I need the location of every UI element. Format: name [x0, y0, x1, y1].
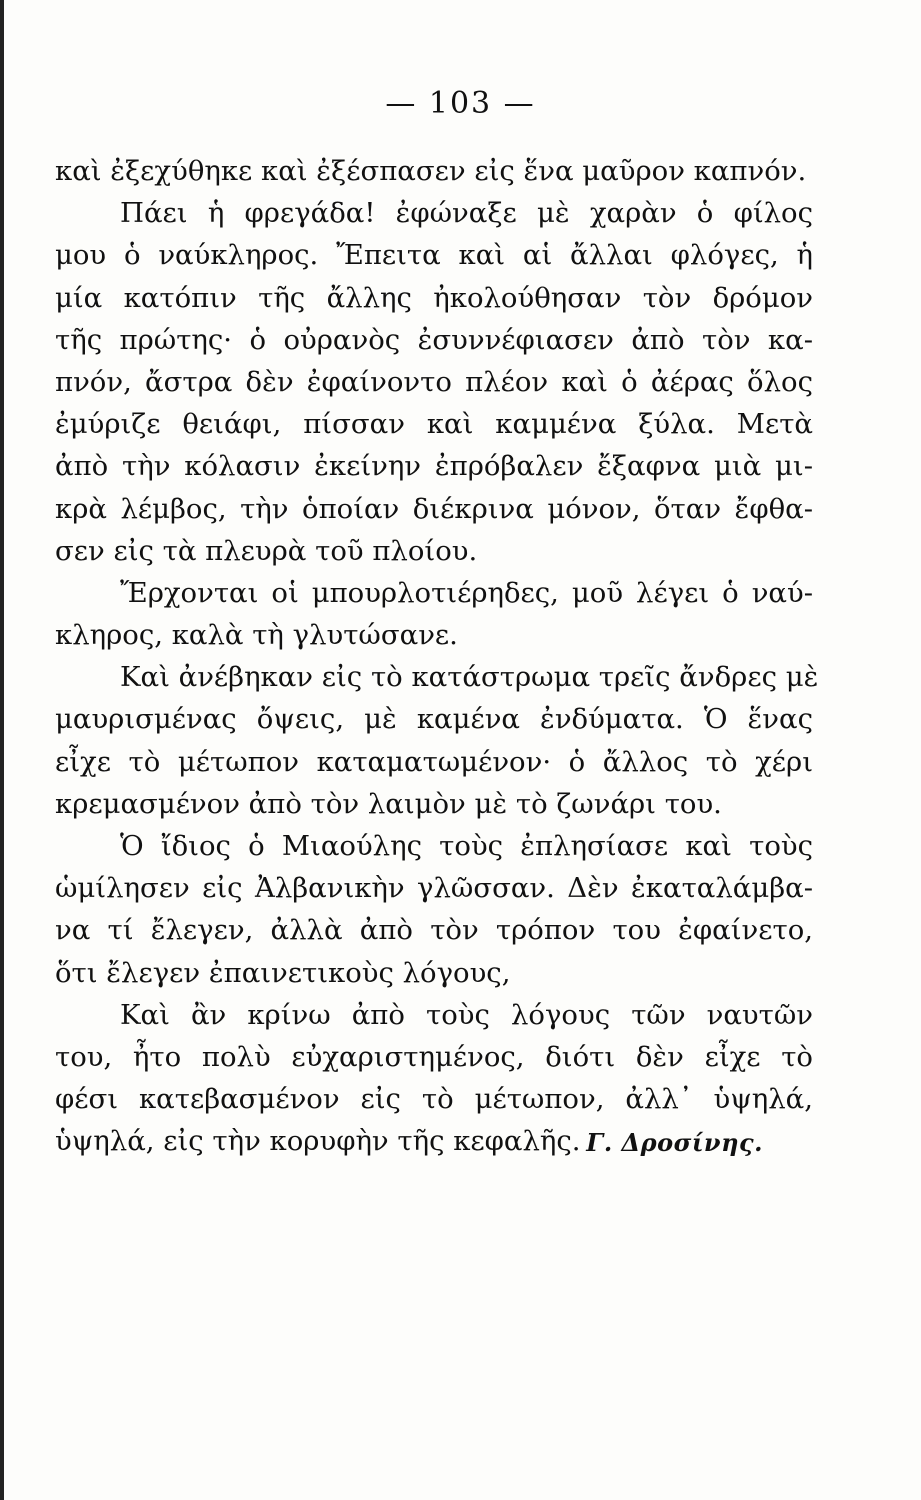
text-line: Ἔρχονται οἱ μπουρλοτιέρηδες, μοῦ λέγει ὁ ναύ- [120, 576, 813, 609]
text-line: ὑψηλά, εἰς τὴν κορυφὴν τῆς κεφαλῆς. [55, 1125, 581, 1158]
text-line: ὅτι ἔλεγεν ἐπαινετικοὺς λόγους, [55, 956, 511, 989]
body-text [55, 150, 819, 1163]
text-line: μία κατόπιν τῆς ἄλλης ἠκολούθησαν τὸν δρόμον [55, 281, 813, 314]
text-line: Πάει ἡ φρεγάδα! ἐφώναξε μὲ χαρὰν ὁ φίλος [120, 197, 813, 230]
text-line: σεν εἰς τὰ πλευρὰ τοῦ πλοίου. [55, 534, 478, 567]
text-line: Καὶ ἂν κρίνω ἀπὸ τοὺς λόγους τῶν ναυτῶν [120, 998, 813, 1031]
text-line: φέσι κατεβασμένον εἰς τὸ μέτωπον, ἀλλ᾽ ὑψηλά, [55, 1083, 813, 1116]
text-line: ἀπὸ τὴν κόλασιν ἐκείνην ἐπρόβαλεν ἔξαφνα μιὰ μι- [55, 450, 813, 483]
text-line: μου ὁ ναύκληρος. Ἔπειτα καὶ αἱ ἄλλαι φλόγες, ἡ [55, 239, 813, 272]
text-line: εἶχε τὸ μέτωπον καταματωμένον· ὁ ἄλλος τὸ χέρι [55, 745, 813, 778]
text-line: κρὰ λέμβος, τὴν ὁποίαν διέκρινα μόνον, ὅταν ἔφθα- [55, 492, 813, 525]
text-line: πνόν, ἄστρα δὲν ἐφαίνοντο πλέον καὶ ὁ ἀέρας ὅλος [55, 365, 813, 398]
text-line: Ὁ ἴδιος ὁ Μιαούλης τοὺς ἐπλησίασε καὶ τοὺς [120, 830, 813, 862]
page-binding-edge [0, 0, 4, 1500]
text-line: καὶ ἐξεχύθηκε καὶ ἐξέσπασεν εἰς ἕνα μαῦρον καπνόν. [55, 155, 807, 187]
text-line: του, ἦτο πολὺ εὐχαριστημένος, διότι δὲν εἶχε τὸ [55, 1040, 813, 1073]
text-line: κληρος, καλὰ τὴ γλυτώσανε. [55, 619, 458, 652]
text-line: ἐμύριζε θειάφι, πίσσαν καὶ καμμένα ξύλα. Μετὰ [55, 408, 813, 441]
text-line: κρεμασμένον ἀπὸ τὸν λαιμὸν μὲ τὸ ζωνάρι του. [55, 787, 722, 820]
text-line: Καὶ ἀνέβηκαν εἰς τὸ κατάστρωμα τρεῖς ἄνδρες μὲ [120, 661, 819, 694]
author-signature: Γ. Δροσίνης. [586, 1128, 763, 1157]
text-line: τῆς πρώτης· ὁ οὐρανὸς ἐσυννέφιασεν ἀπὸ τὸν κα- [55, 323, 813, 356]
text-line: να τί ἔλεγεν, ἀλλὰ ἀπὸ τὸν τρόπον του ἐφαίνετο, [55, 914, 813, 947]
page-number: — 103 — [385, 86, 536, 121]
text-line: ὡμίλησεν εἰς Ἀλβανικὴν γλῶσσαν. Δὲν ἐκαταλάμβα- [55, 872, 813, 905]
text-line: μαυρισμένας ὄψεις, μὲ καμένα ἐνδύματα. Ὁ ἕνας [55, 703, 813, 736]
